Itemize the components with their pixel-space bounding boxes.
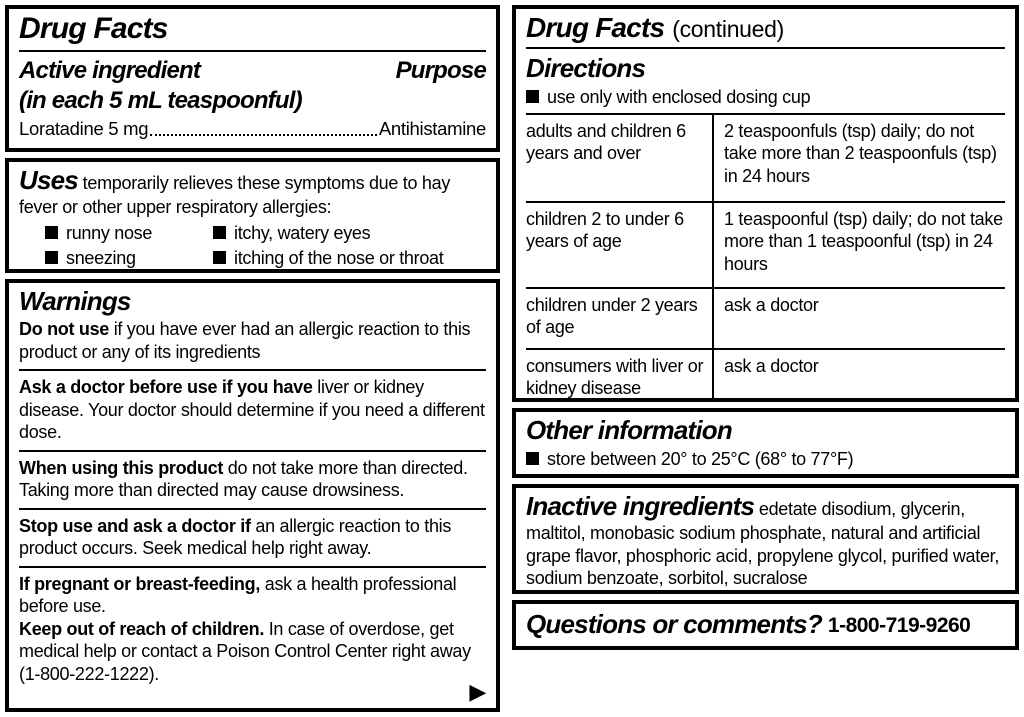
other-information-box bbox=[512, 408, 1019, 478]
warning-text: ask a health professional before use. bbox=[19, 573, 457, 617]
inactive-ingredients-heading: Inactive ingredients bbox=[526, 491, 755, 521]
age-group-cell: adults and children 6 years and over bbox=[526, 115, 714, 201]
inactive-ingredients-paragraph bbox=[526, 491, 1005, 590]
warning-bold-lead: Do not use bbox=[19, 319, 109, 340]
square-bullet-icon bbox=[213, 251, 226, 264]
warning-text: do not take more than directed. Taking more than directed may cause drowsiness. bbox=[19, 457, 468, 501]
left-column bbox=[5, 5, 500, 712]
warning-bold-lead: If pregnant or breast-feeding, bbox=[19, 573, 261, 594]
square-bullet-icon bbox=[526, 90, 539, 103]
age-group-cell: consumers with liver or kidney disease bbox=[526, 350, 714, 402]
warning-bold-lead: Stop use and ask a doctor if bbox=[19, 515, 251, 536]
warning-pregnancy-keep-out bbox=[19, 566, 486, 692]
directions-heading: Directions bbox=[526, 53, 646, 84]
continued-title-row bbox=[526, 12, 1005, 44]
page-title: Drug Facts bbox=[19, 12, 168, 45]
storage-bullet-line bbox=[526, 448, 1005, 471]
table-row bbox=[526, 348, 1005, 402]
purpose-label: Purpose bbox=[395, 56, 486, 84]
uses-bullet-label: runny nose bbox=[66, 222, 153, 243]
warning-text: if you have ever had an allergic reaction to this product or any of its ingredients bbox=[19, 319, 471, 362]
questions-heading: Questions or comments? bbox=[526, 608, 822, 639]
questions-box bbox=[512, 600, 1019, 650]
directions-bullet-text: use only with enclosed dosing cup bbox=[547, 87, 811, 108]
ingredient-purpose-value: Antihistamine bbox=[378, 117, 486, 139]
warning-stop-use bbox=[19, 508, 486, 566]
uses-bullet-list bbox=[45, 222, 486, 270]
warnings-box bbox=[5, 279, 500, 712]
age-group-cell: children 2 to under 6 years of age bbox=[526, 203, 714, 287]
uses-intro: temporarily relieves these symptoms due to hay fever or other upper respiratory allergies: bbox=[19, 173, 451, 218]
uses-bullet-item bbox=[213, 222, 486, 245]
uses-box bbox=[5, 158, 500, 273]
ingredient-row bbox=[19, 118, 486, 140]
title-and-active-ingredient-box bbox=[5, 5, 500, 152]
age-group-cell: children under 2 years of age bbox=[526, 289, 714, 348]
warning-pregnancy bbox=[19, 573, 486, 618]
active-ingredient-header-row bbox=[19, 56, 486, 86]
uses-bullet-item bbox=[45, 247, 213, 270]
warning-text: liver or kidney disease. Your doctor should determine if you need a different dose. bbox=[19, 377, 485, 443]
title-divider bbox=[526, 47, 1005, 49]
directions-table bbox=[526, 113, 1005, 402]
directions-box bbox=[512, 5, 1019, 402]
dose-cell: 1 teaspoonful (tsp) daily; do not take more than 1 teaspoonful (tsp) in 24 hours bbox=[724, 208, 1003, 274]
square-bullet-icon bbox=[213, 226, 226, 239]
uses-heading: Uses bbox=[19, 165, 78, 195]
table-row bbox=[526, 115, 1005, 201]
warning-do-not-use bbox=[19, 317, 486, 369]
continued-label: (continued) bbox=[672, 16, 785, 42]
uses-bullet-label: itching of the nose or throat bbox=[234, 248, 444, 269]
uses-bullet-item bbox=[45, 222, 213, 245]
directions-bullet-line bbox=[526, 86, 1005, 109]
warning-bold-lead: Ask a doctor before use if you have bbox=[19, 377, 313, 398]
right-column bbox=[512, 5, 1019, 712]
warning-text: In case of overdose, get medical help or contact a Poison Control Center right away (1-800-222-1222). bbox=[19, 618, 471, 684]
dotted-leader bbox=[150, 134, 377, 136]
page-title-continued: Drug Facts bbox=[526, 12, 665, 43]
warning-ask-doctor bbox=[19, 369, 486, 450]
active-ingredient-heading: Active ingredient bbox=[19, 56, 201, 84]
square-bullet-icon bbox=[45, 251, 58, 264]
square-bullet-icon bbox=[45, 226, 58, 239]
warning-keep-out bbox=[19, 618, 486, 686]
warning-bold-lead: Keep out of reach of children. bbox=[19, 618, 265, 639]
dose-cell: 2 teaspoonfuls (tsp) daily; do not take more than 2 teaspoonfuls (tsp) in 24 hours bbox=[724, 120, 997, 186]
title-divider bbox=[19, 50, 486, 52]
other-information-heading: Other information bbox=[526, 415, 732, 445]
dose-cell: ask a doctor bbox=[724, 294, 819, 315]
table-row bbox=[526, 201, 1005, 287]
continued-arrow-icon: ▶ bbox=[469, 680, 486, 705]
table-row bbox=[526, 287, 1005, 348]
questions-phone-number: 1-800-719-9260 bbox=[827, 614, 971, 637]
square-bullet-icon bbox=[526, 452, 539, 465]
ingredient-name: Loratadine 5 mg bbox=[19, 117, 149, 139]
warning-bold-lead: When using this product bbox=[19, 457, 224, 478]
inactive-ingredients-text: edetate disodium, glycerin, maltitol, monobasic sodium phosphate, natural and artificial grape flavor, phosphoric acid, propylene glycol, purified water, sodium benzoate, sorbitol, sucralose bbox=[526, 499, 1000, 589]
dose-cell: ask a doctor bbox=[724, 355, 819, 376]
uses-bullet-label: itchy, watery eyes bbox=[234, 222, 371, 243]
uses-bullet-label: sneezing bbox=[66, 248, 136, 269]
storage-text: store between 20° to 25°C (68° to 77°F) bbox=[547, 449, 854, 470]
uses-paragraph bbox=[19, 165, 486, 219]
warning-text: an allergic reaction to this product occurs. Seek medical help right away. bbox=[19, 515, 452, 559]
warnings-heading: Warnings bbox=[19, 286, 131, 316]
uses-bullet-item bbox=[213, 247, 486, 270]
inactive-ingredients-box bbox=[512, 484, 1019, 594]
warning-when-using bbox=[19, 450, 486, 508]
active-ingredient-subheading: (in each 5 mL teaspoonful) bbox=[19, 86, 302, 114]
